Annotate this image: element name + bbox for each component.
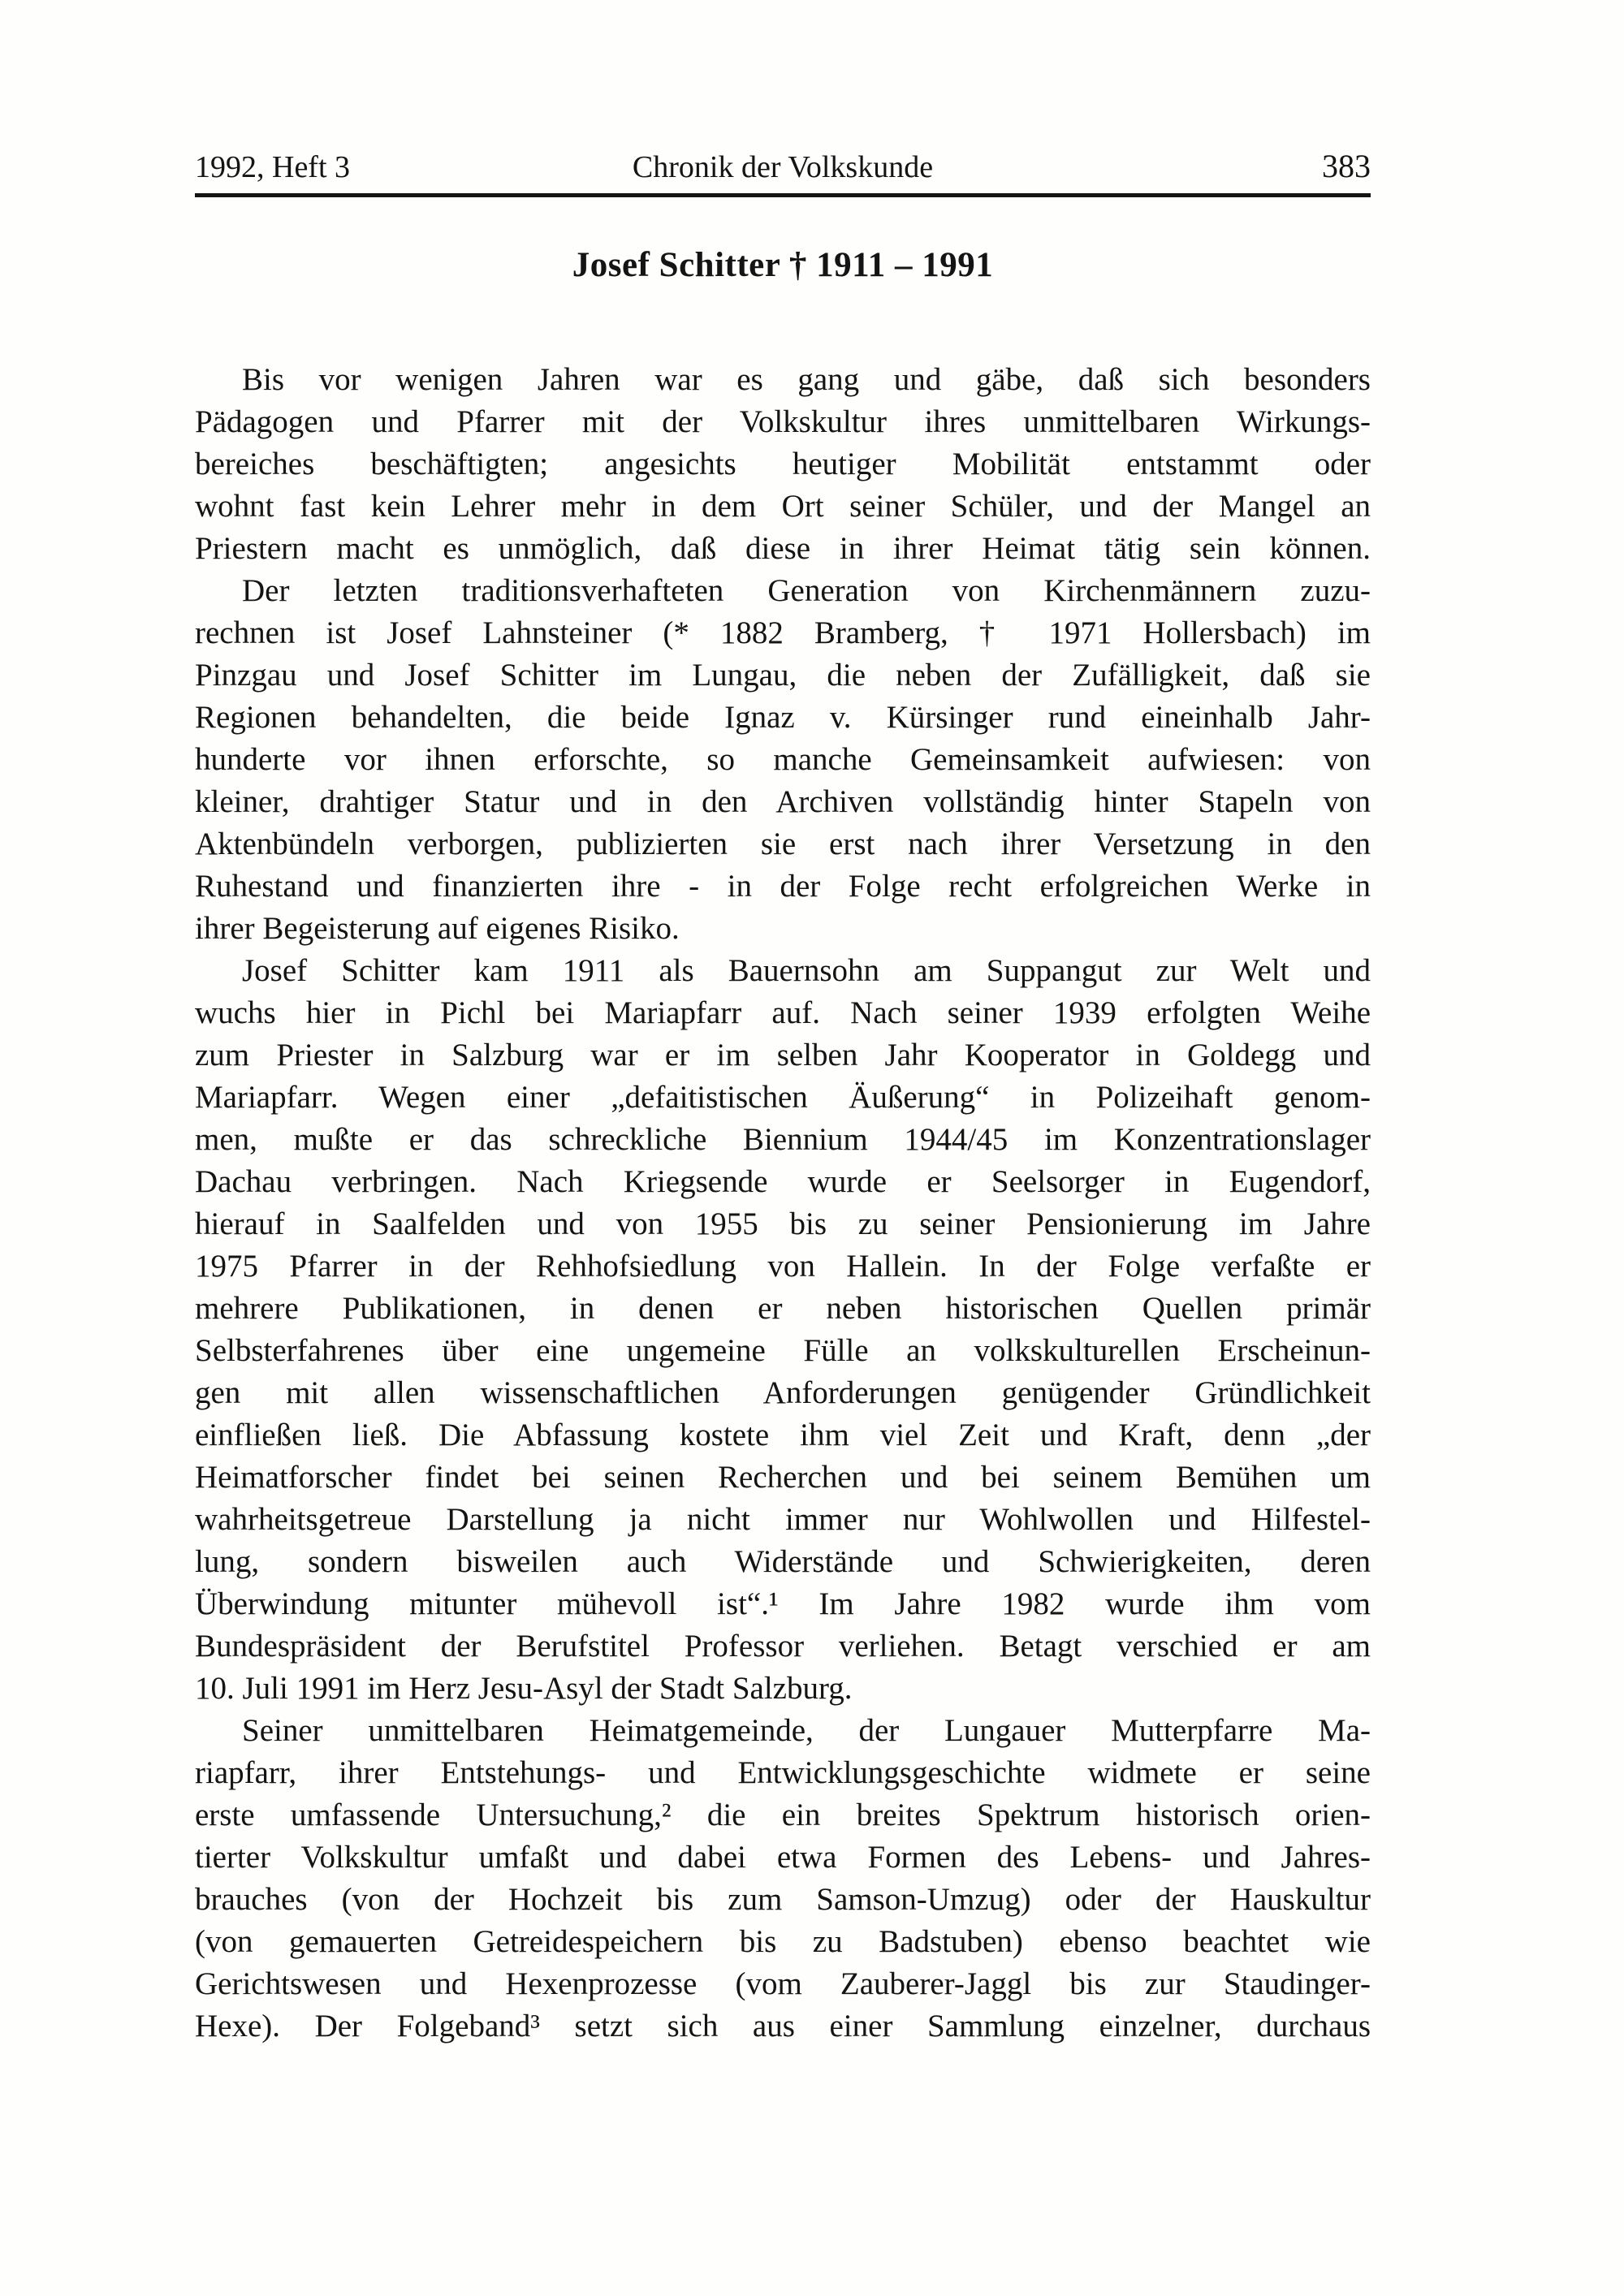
text-line: Pinzgau und Josef Schitter im Lungau, die neben der Zufälligkeit, daß sie <box>195 658 1371 693</box>
header-page-number: 383 <box>1322 148 1371 184</box>
text-line: 10. Juli 1991 im Herz Jesu-Asyl der Stadt Salzburg. <box>195 1671 853 1706</box>
text-line: Gerichtswesen und Hexenprozesse (vom Zauberer-Jaggl bis zur Staudinger- <box>195 1966 1371 2001</box>
text-line: Pädagogen und Pfarrer mit der Volkskultur ihres unmittelbaren Wirkungs- <box>195 404 1371 439</box>
text-line: Hexe). Der Folgeband³ setzt sich aus einer Sammlung einzelner, durchaus <box>195 2009 1371 2044</box>
text-line: wahrheitsgetreue Darstellung ja nicht immer nur Wohlwollen und Hilfestel- <box>195 1502 1371 1537</box>
text-line: lung, sondern bisweilen auch Widerstände und Schwierigkeiten, deren <box>195 1544 1371 1579</box>
text-line: Bis vor wenigen Jahren war es gang und gäbe, daß sich besonders <box>242 362 1371 397</box>
text-line: Josef Schitter kam 1911 als Bauernsohn am Suppangut zur Welt und <box>242 953 1371 988</box>
text-line: Regionen behandelten, die beide Ignaz v. Kürsinger rund eineinhalb Jahr- <box>195 700 1371 735</box>
header-issue: 1992, Heft 3 <box>195 150 351 184</box>
text-line: Bundespräsident der Berufstitel Professor verliehen. Betagt verschied er am <box>195 1629 1371 1664</box>
text-line: wohnt fast kein Lehrer mehr in dem Ort seiner Schüler, und der Mangel an <box>195 489 1371 524</box>
text-line: bereiches beschäftigten; angesichts heutiger Mobilität entstammt oder <box>195 447 1371 481</box>
text-line: riapfarr, ihrer Entstehungs- und Entwicklungsgeschichte widmete er seine <box>195 1755 1371 1790</box>
text-line: hunderte vor ihnen erforschte, so manche Gemeinsamkeit aufwiesen: von <box>195 742 1371 777</box>
text-line: brauches (von der Hochzeit bis zum Samson-Umzug) oder der Hauskultur <box>195 1882 1371 1917</box>
article-body <box>195 359 1371 2048</box>
text-line: Mariapfarr. Wegen einer „defaitistischen Äußerung“ in Polizeihaft genom- <box>195 1080 1371 1115</box>
text-line: 1975 Pfarrer in der Rehhofsiedlung von Hallein. In der Folge verfaßte er <box>195 1249 1371 1284</box>
text-line: erste umfassende Untersuchung,² die ein breites Spektrum historisch orien- <box>195 1798 1371 1832</box>
text-line: tierter Volkskultur umfaßt und dabei etwa Formen des Lebens- und Jahres- <box>195 1840 1371 1875</box>
text-line: men, mußte er das schreckliche Biennium 1944/45 im Konzentrationslager <box>195 1122 1371 1157</box>
text-line: Der letzten traditionsverhafteten Generation von Kirchenmännern zuzu- <box>242 573 1371 608</box>
text-line: einfließen ließ. Die Abfassung kostete ihm viel Zeit und Kraft, denn „der <box>195 1418 1371 1452</box>
text-line: kleiner, drahtiger Statur und in den Archiven vollständig hinter Stapeln von <box>195 784 1371 819</box>
text-line: Ruhestand und finanzierten ihre - in der Folge recht erfolgreichen Werke in <box>195 869 1371 904</box>
text-line: Überwindung mitunter mühevoll ist“.¹ Im Jahre 1982 wurde ihm vom <box>195 1586 1371 1621</box>
text-line: Priestern macht es unmöglich, daß diese in ihrer Heimat tätig sein können. <box>195 531 1371 566</box>
article-title: Josef Schitter † 1911 – 1991 <box>572 246 994 284</box>
page-header <box>195 148 1371 186</box>
text-line: Selbsterfahrenes über eine ungemeine Fülle an volkskulturellen Erscheinun- <box>195 1333 1371 1368</box>
text-line: gen mit allen wissenschaftlichen Anforderungen genügender Gründlichkeit <box>195 1375 1371 1410</box>
text-line: Dachau verbringen. Nach Kriegsende wurde er Seelsorger in Eugendorf, <box>195 1164 1371 1199</box>
text-line: mehrere Publikationen, in denen er neben historischen Quellen primär <box>195 1291 1371 1326</box>
text-line: Aktenbündeln verborgen, publizierten sie erst nach ihrer Versetzung in den <box>195 826 1371 861</box>
header-journal-title: Chronik der Volkskunde <box>632 150 934 184</box>
text-line: wuchs hier in Pichl bei Mariapfarr auf. Nach seiner 1939 erfolgten Weihe <box>195 995 1371 1030</box>
text-line: Heimatforscher findet bei seinen Recherchen und bei seinem Bemühen um <box>195 1460 1371 1495</box>
text-line: zum Priester in Salzburg war er im selben Jahr Kooperator in Goldegg und <box>195 1038 1371 1072</box>
page-content <box>195 148 1371 2048</box>
header-rule <box>195 193 1371 197</box>
text-line: ihrer Begeisterung auf eigenes Risiko. <box>195 911 680 946</box>
text-line: hierauf in Saalfelden und von 1955 bis zu seiner Pensionierung im Jahre <box>195 1206 1371 1241</box>
text-line: (von gemauerten Getreidespeichern bis zu Badstuben) ebenso beachtet wie <box>195 1924 1371 1959</box>
text-line: rechnen ist Josef Lahnsteiner (* 1882 Bramberg, † 1971 Hollersbach) im <box>195 615 1371 650</box>
text-line: Seiner unmittelbaren Heimatgemeinde, der Lungauer Mutterpfarre Ma- <box>242 1713 1371 1748</box>
